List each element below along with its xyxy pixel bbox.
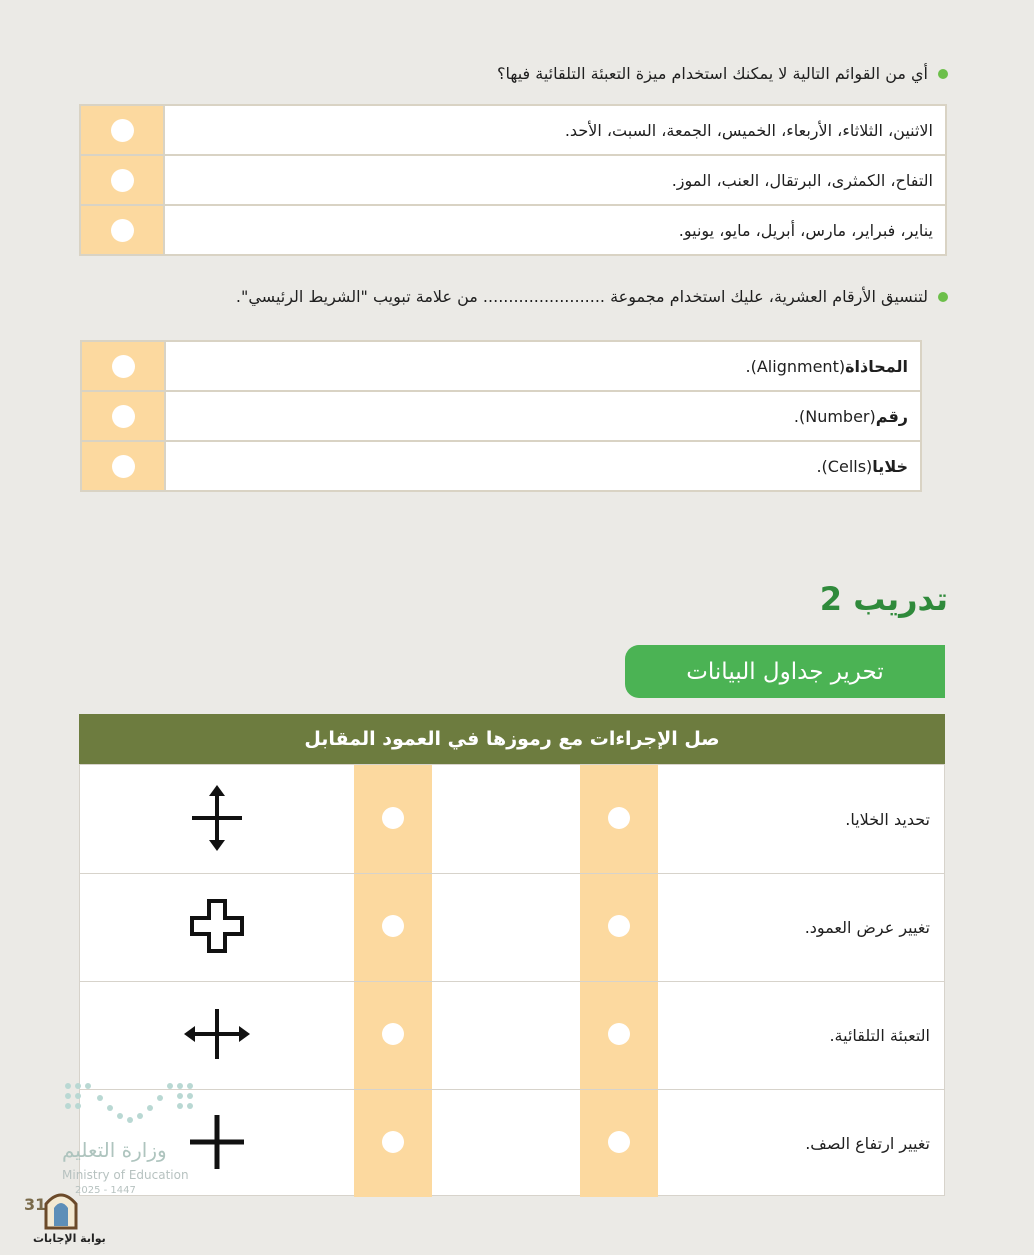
radio-circle-icon[interactable]: [111, 219, 134, 242]
white-cross-select-icon: [182, 891, 252, 961]
ministry-name-ar: وزارة التعليم: [62, 1138, 167, 1162]
option-choice-box[interactable]: [82, 392, 166, 440]
action-dot-icon[interactable]: [608, 1131, 630, 1153]
question-1-text: أي من القوائم التالية لا يمكنك استخدام ميزة التعبئة التلقائية فيها؟: [496, 64, 928, 83]
answers-portal-label: بوابة الإجابات: [33, 1232, 106, 1245]
radio-circle-icon[interactable]: [111, 169, 134, 192]
action-label: التعبئة التلقائية.: [829, 1025, 930, 1045]
option-term-en: (Alignment).: [745, 356, 846, 376]
table-row: [80, 1089, 944, 1197]
radio-circle-icon[interactable]: [112, 455, 135, 478]
vertical-resize-icon: [182, 783, 252, 853]
ministry-logo-icon: [60, 1080, 200, 1130]
option-term-en: (Cells).: [816, 456, 873, 476]
option-choice-box[interactable]: [81, 106, 165, 154]
radio-circle-icon[interactable]: [111, 119, 134, 142]
horizontal-resize-icon: [182, 999, 252, 1069]
action-dot-icon[interactable]: [608, 915, 630, 937]
bullet-icon: [938, 69, 948, 79]
option-row: [82, 442, 920, 490]
action-label: تحديد الخلايا.: [845, 809, 930, 829]
option-text: الاثنين، الثلاثاء، الأربعاء، الخميس، الجمعة، السبت، الأحد.: [564, 120, 933, 140]
option-choice-box[interactable]: [82, 442, 166, 490]
action-label: تغيير عرض العمود.: [804, 917, 930, 937]
radio-circle-icon[interactable]: [112, 355, 135, 378]
action-label: تغيير ارتفاع الصف.: [805, 1133, 930, 1153]
option-term-en: (Number).: [793, 406, 876, 426]
table-row: [80, 981, 944, 1090]
table-row: [80, 873, 944, 982]
action-dot-icon[interactable]: [608, 807, 630, 829]
match-table: [79, 764, 945, 1196]
question-2-text: لتنسيق الأرقام العشرية، عليك استخدام مجموعة ........................ من علامة تبويب "الشريط الرئيسي".: [235, 287, 928, 306]
option-choice-box[interactable]: [82, 342, 166, 390]
action-dot-icon[interactable]: [608, 1023, 630, 1045]
question-2: [236, 287, 948, 306]
option-choice-box[interactable]: [81, 206, 165, 254]
ministry-name-en: Ministry of Education: [62, 1168, 189, 1182]
option-term: خلايا: [872, 456, 908, 476]
option-text: [166, 342, 920, 390]
option-row: [81, 106, 945, 156]
option-term: المحاذاة: [845, 356, 908, 376]
option-term: رقم: [875, 406, 908, 426]
option-row: [82, 392, 920, 442]
option-choice-box[interactable]: [81, 156, 165, 204]
radio-circle-icon[interactable]: [112, 405, 135, 428]
option-row: [82, 342, 920, 392]
section-banner: تحرير جداول البيانات: [625, 645, 945, 698]
symbol-dot-icon[interactable]: [382, 1023, 404, 1045]
question-2-options: [80, 340, 922, 492]
answers-portal-logo-icon: [42, 1186, 80, 1230]
option-text: التفاح، الكمثرى، البرتقال، العنب، الموز.: [671, 170, 933, 190]
option-row: [81, 156, 945, 206]
table-row: [80, 765, 944, 874]
question-1: [497, 64, 948, 83]
option-text: [166, 442, 920, 490]
option-row: [81, 206, 945, 254]
symbol-dot-icon[interactable]: [382, 807, 404, 829]
option-text: [166, 392, 920, 440]
page-number: 31: [24, 1195, 47, 1214]
ministry-year: 2025 - 1447: [75, 1185, 136, 1196]
symbol-dot-icon[interactable]: [382, 1131, 404, 1153]
question-1-options: [79, 104, 947, 256]
option-text: يناير، فبراير، مارس، أبريل، مايو، يونيو.: [678, 220, 933, 240]
symbol-dot-icon[interactable]: [382, 915, 404, 937]
match-header: صل الإجراءات مع رموزها في العمود المقابل: [79, 714, 945, 764]
exercise-title: تدريب 2: [819, 580, 948, 618]
bullet-icon: [938, 292, 948, 302]
